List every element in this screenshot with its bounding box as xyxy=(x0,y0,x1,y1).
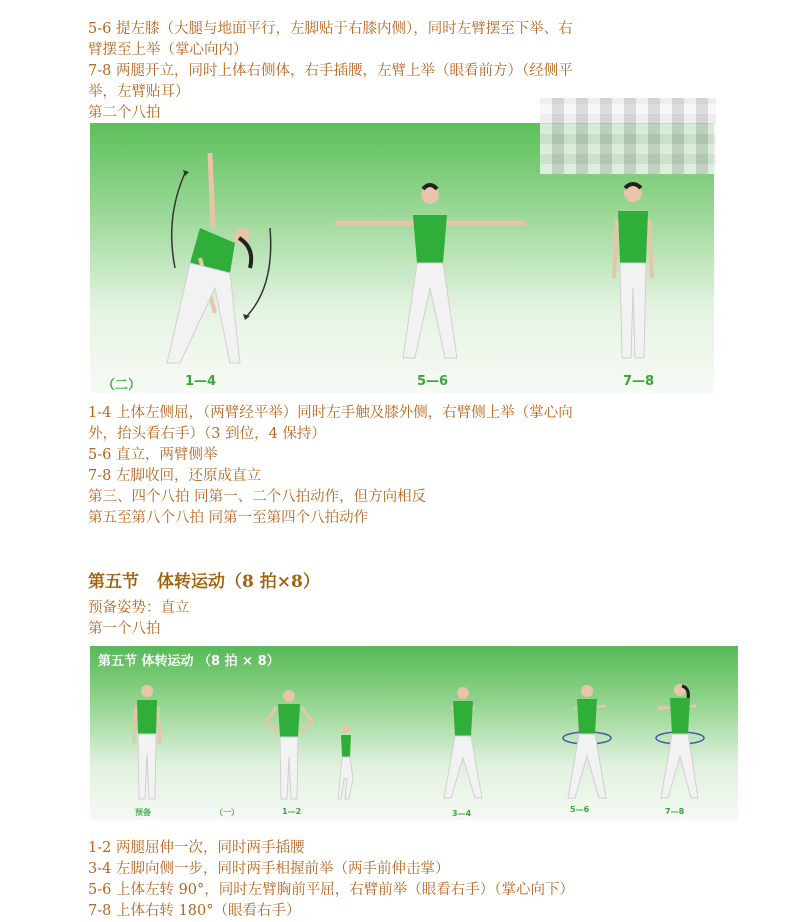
section-title: 体转运动（8 拍×8） xyxy=(157,572,320,592)
figure-hands-on-hips xyxy=(262,689,317,804)
pixelated-watermark xyxy=(540,98,716,174)
label-beat-3-4: 3—4 xyxy=(452,809,472,818)
text-line: 3-4 左脚向侧一步，同时两手相握前举（两手前伸击掌） xyxy=(88,861,450,877)
text-line: 7-8 两腿开立，同时上体右侧体，右手插腰，左臂上举（眼看前方）（经侧平 xyxy=(88,63,573,79)
section-heading xyxy=(88,567,320,592)
label-beat-5-6: 5—6 xyxy=(417,374,449,389)
figure-ready xyxy=(130,684,165,804)
text-line: 第三、四个八拍 同第一、二个八拍动作，但方向相反 xyxy=(88,489,427,505)
text-line: 第一个八拍 xyxy=(88,621,161,637)
text-line: 1-2 两腿屈伸一次，同时两手插腰 xyxy=(88,840,305,856)
text-line: 7-8 左脚收回，还原成直立 xyxy=(88,468,261,484)
label-section-number: （一） xyxy=(215,808,239,817)
label-beat-7-8: 7—8 xyxy=(623,374,655,389)
label-section-number: （二） xyxy=(102,378,142,393)
figure-turn-right xyxy=(650,682,710,804)
text-line: 预备姿势：直立 xyxy=(88,600,190,616)
text-line: 臂摆至上举（掌心向内） xyxy=(88,42,248,58)
figure-arms-side xyxy=(335,183,530,373)
label-beat-1-2: 1—2 xyxy=(282,807,302,816)
figure-turn-left xyxy=(560,684,615,804)
figure-standing xyxy=(608,183,658,373)
exercise-illustration-2 xyxy=(90,646,738,820)
label-beat-7-8: 7—8 xyxy=(665,807,685,816)
text-line: 第二个八拍 xyxy=(88,105,161,121)
section-number: 第五节 xyxy=(88,572,139,592)
text-line: 第五至第八个八拍 同第一至第四个八拍动作 xyxy=(88,510,369,526)
label-beat-5-6: 5—6 xyxy=(570,805,590,814)
text-line: 5-6 直立，两臂侧举 xyxy=(88,447,218,463)
figure-bend-knees xyxy=(335,724,357,802)
figure-hands-forward xyxy=(438,686,488,804)
label-beat-1-4: 1—4 xyxy=(185,374,217,389)
figure-side-bend xyxy=(155,148,305,373)
label-ready: 预备 xyxy=(135,808,151,817)
text-line: 5-6 上体左转 90°，同时左臂胸前平屈，右臂前举（眼看右手）（掌心向下） xyxy=(88,882,575,898)
text-line: 1-4 上体左侧屈，（两臂经平举）同时左手触及膝外侧，右臂侧上举（掌心向 xyxy=(88,405,573,421)
text-line: 5-6 提左膝（大腿与地面平行，左脚贴于右膝内侧），同时左臂摆至下举、右 xyxy=(88,21,573,37)
text-line: 7-8 上体右转 180°（眼看右手） xyxy=(88,903,301,919)
text-line: 外，抬头看右手）（3 到位，4 保持） xyxy=(88,426,326,442)
illustration-title: 第五节 体转运动 （8 拍 × 8） xyxy=(98,654,280,669)
text-line: 举，左臂贴耳） xyxy=(88,84,190,100)
